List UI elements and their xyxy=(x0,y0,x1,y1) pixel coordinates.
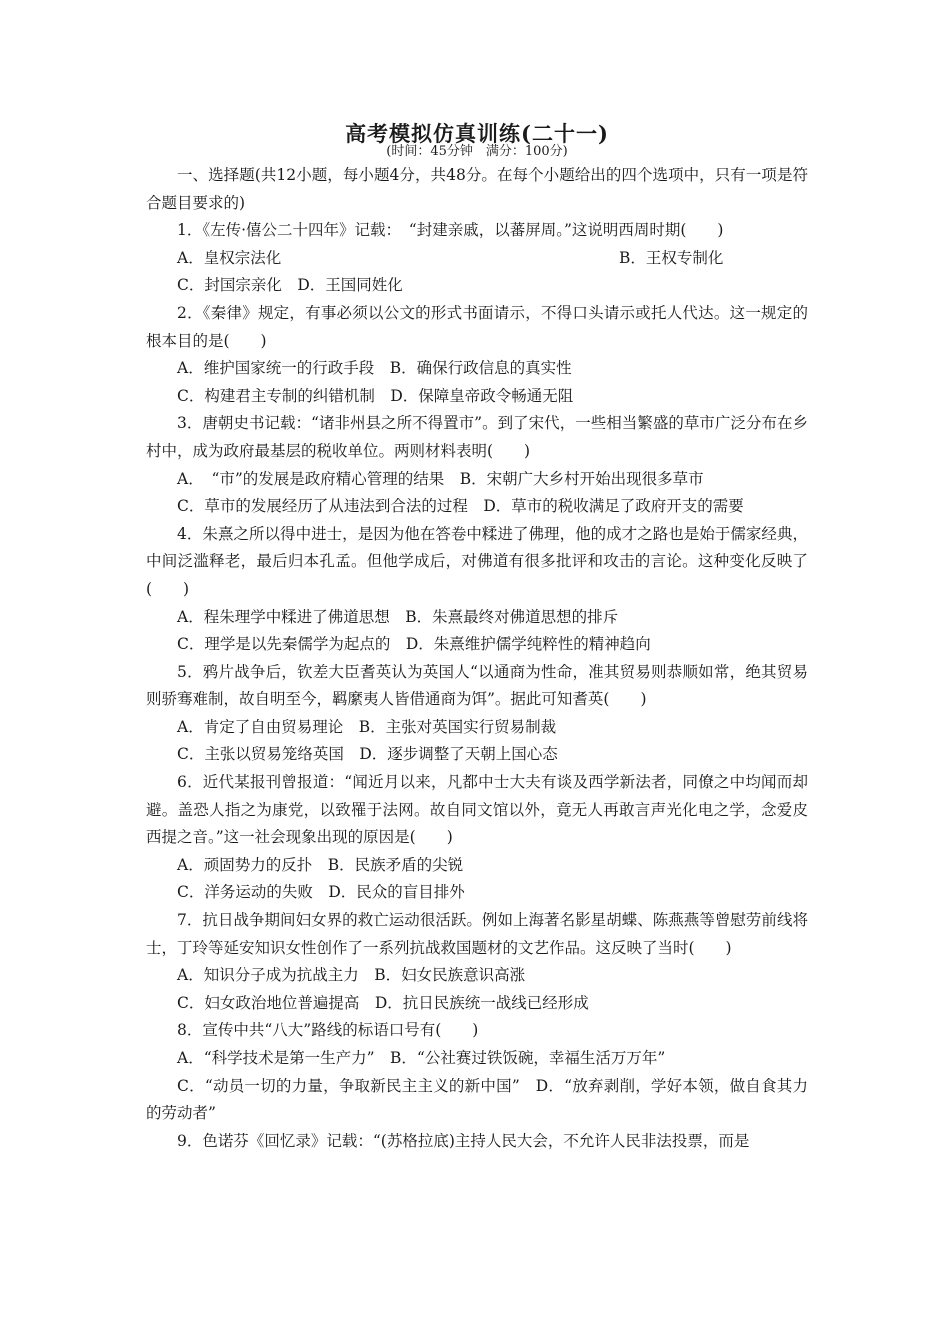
question-stem: 2．《秦律》规定，有事必须以公文的形式书面请示，不得口头请示或托人代达。这一规定的根本目的是( ) xyxy=(146,303,808,350)
question-6 xyxy=(146,769,808,907)
option-ab: A．肯定了自由贸易理论 B．主张对英国实行贸易制裁 xyxy=(177,717,557,736)
option-cd: C．洋务运动的失败 D．民众的盲目排外 xyxy=(177,883,465,902)
question-7 xyxy=(146,907,808,1017)
question-8 xyxy=(146,1017,808,1127)
exam-info: (时间：45分钟 满分：100分) xyxy=(386,144,568,159)
option-ab: A． “市”的发展是政府精心管理的结果 B．宋朝广大乡村开始出现很多草市 xyxy=(177,469,704,488)
option-cd: C．“动员一切的力量，争取新民主主义的新中国” D．“放弃剥削，学好本领，做自食其力的劳动者” xyxy=(146,1076,808,1123)
question-stem: 4．朱熹之所以得中进士，是因为他在答卷中糅进了佛理，他的成才之路也是始于儒家经典，中间泛滥释老，最后归本孔孟。但他学成后，对佛道有很多批评和攻击的言论。这种变化反映了( ) xyxy=(146,524,808,598)
question-stem: 1．《左传·僖公二十四年》记载： “封建亲戚，以蕃屏周。”这说明西周时期( ) xyxy=(177,221,724,240)
question-2 xyxy=(146,300,808,410)
question-stem: 8．宣传中共“八大”路线的标语口号有( ) xyxy=(177,1021,479,1040)
question-stem: 9．色诺芬《回忆录》记载：“(苏格拉底)主持人民大会，不允许人民非法投票，而是 xyxy=(177,1131,750,1150)
document-page xyxy=(146,120,808,1155)
option-ab: A．维护国家统一的行政手段 B．确保行政信息的真实性 xyxy=(177,359,572,378)
option-cd: C．妇女政治地位普遍提高 D．抗日民族统一战线已经形成 xyxy=(177,993,589,1012)
page-title: 高考模拟仿真训练(二十一) xyxy=(345,121,609,146)
question-stem: 3．唐朝史书记载：“诸非州县之所不得置市”。到了宋代，一些相当繁盛的草市广泛分布在乡村中，成为政府最基层的税收单位。两则材料表明( ) xyxy=(146,414,808,460)
option-ab: A．“科学技术是第一生产力” B．“公社赛过铁饭碗，幸福生活万万年” xyxy=(177,1049,666,1067)
question-5 xyxy=(146,659,808,769)
option-b: B．王权专制化 xyxy=(619,248,724,267)
option-ab: A．知识分子成为抗战主力 B．妇女民族意识高涨 xyxy=(177,966,526,985)
question-4 xyxy=(146,521,808,659)
question-stem: 6．近代某报刊曾报道：“闻近月以来，凡都中士大夫有谈及西学新法者，同僚之中均闻而却避。盖恐人指之为康党，以致罹于法网。故自同文馆以外，竟无人再敢言声光化电之学，念爱皮西提之音。”这一社会现象出现的原因是( ) xyxy=(146,773,808,847)
option-ab: A．程朱理学中糅进了佛道思想 B．朱熹最终对佛道思想的排斥 xyxy=(177,607,619,626)
question-stem: 7．抗日战争期间妇女界的救亡运动很活跃。例如上海著名影星胡蝶、陈燕燕等曾慰劳前线将士，丁玲等延安知识女性创作了一系列抗战救国题材的文艺作品。这反映了当时( ) xyxy=(146,911,808,957)
question-stem: 5．鸦片战争后，钦差大臣耆英认为英国人“以通商为性命，准其贸易则恭顺如常，绝其贸易则骄骞难制，故自明至今，羁縻夷人皆借通商为饵”。据此可知耆英( ) xyxy=(146,662,808,709)
question-1 xyxy=(146,217,808,300)
option-cd: C．封国宗亲化 D．王国同姓化 xyxy=(177,276,403,295)
question-3 xyxy=(146,410,808,520)
option-cd: C．主张以贸易笼络英国 D．逐步调整了天朝上国心态 xyxy=(177,745,558,764)
option-cd: C．理学是以先秦儒学为起点的 D．朱熹维护儒学纯粹性的精神趋向 xyxy=(177,635,651,654)
section-intro: 一、选择题(共12小题，每小题4分，共48分。在每个小题给出的四个选项中，只有一项是符合题目要求的) xyxy=(146,166,808,212)
option-row xyxy=(146,245,808,273)
option-a: A．皇权宗法化 xyxy=(177,248,282,267)
option-ab: A．顽固势力的反扑 B．民族矛盾的尖锐 xyxy=(177,855,464,874)
option-cd: C．构建君主专制的纠错机制 D．保障皇帝政令畅通无阻 xyxy=(177,386,574,405)
question-9 xyxy=(146,1128,808,1156)
option-cd: C．草市的发展经历了从违法到合法的过程 D．草市的税收满足了政府开支的需要 xyxy=(177,497,744,516)
